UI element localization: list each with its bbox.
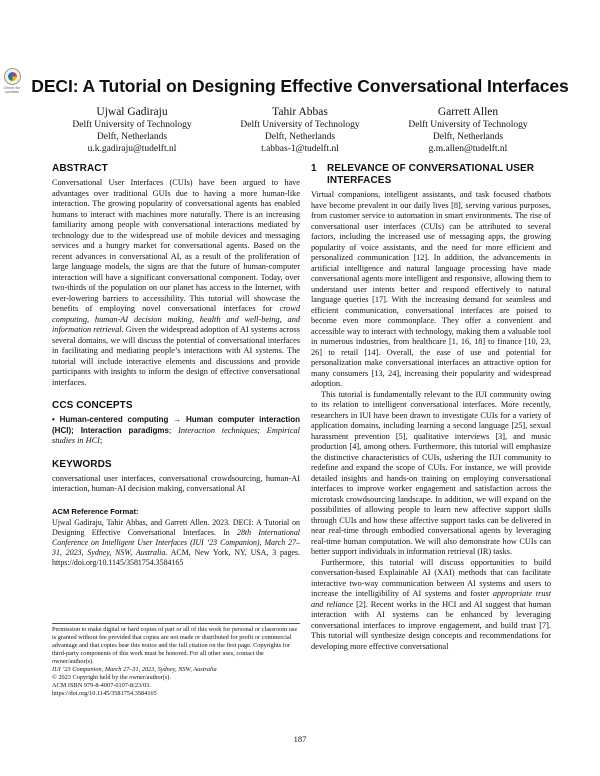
author-email[interactable]: t.abbas-1@tudelft.nl bbox=[261, 144, 339, 154]
section-1-paragraph-3 bbox=[311, 558, 551, 653]
author-name: Garrett Allen bbox=[437, 106, 499, 118]
author-affiliation: Delft University of Technology bbox=[408, 120, 528, 130]
author-email[interactable]: g.m.allen@tudelft.nl bbox=[428, 144, 508, 154]
section-number: 1 bbox=[311, 163, 317, 174]
ccs-primary: • Human-centered computing → Human computer interaction (HCI); Interaction paradigms bbox=[52, 415, 300, 435]
ccs-separator: ; bbox=[169, 425, 179, 435]
keywords-heading: KEYWORDS bbox=[52, 458, 112, 470]
author-1 bbox=[52, 105, 212, 155]
footnote-venue: IUI ’23 Companion, March 27–31, 2023, Sydney, NSW, Australia bbox=[52, 666, 217, 673]
acm-reference-heading: ACM Reference Format: bbox=[52, 506, 139, 516]
paper-title: DECI: A Tutorial on Designing Effective Conversational Interfaces bbox=[31, 76, 569, 96]
paragraph-part: Furthermore, this tutorial will discuss opportunities to build conversation-based Explainable AI (XAI) methods that can facilitate interactive two-way communication between AI systems and users to increase the intelligibility of AI systems and foster bbox=[311, 557, 551, 598]
ccs-heading: CCS CONCEPTS bbox=[52, 400, 133, 411]
paragraph-part: [2]. Recent works in the HCI and AI suggest that human interaction with AI systems can be enhanced by leveraging conversational interfaces to improve engagement, and build trust [7]. This tutorial will synthesize design concepts and recommendations for developing more effective conversational bbox=[311, 599, 551, 651]
footnote-divider bbox=[52, 623, 300, 624]
acm-reference-text bbox=[52, 518, 300, 568]
section-1-paragraph-1: Virtual companions, intelligent assistants, and task focused chatbots have become prevalent in our daily lives [8], serving various purposes, from customer service to automation in smart environments. The rise of conversational user interfaces (CUIs) can be attributed to several factors, including the increased use of messaging apps, the growing popularity of voice assistants, and the need for more efficient and personalized communication [12]. In addition, the advancements in artificial intelligence and natural language processing have made conversational agents more intelligent and responsive, allowing them to understand user intents better and respond effectively to natural language queries [17]. With the increasing demand for seamless and efficient communication, conversational interfaces are poised to become even more commonplace. They offer a convenient and accessible way to interact with technology, making them a valuable tool in numerous industries, from healthcare [1, 16, 18] to finance [10, 23, 26] to retail [14]. Overall, the ease of use and potential for personalization make conversational interfaces an attractive option for many consumers [13, 24], increasing their popularity and widespread adoption. bbox=[311, 190, 551, 388]
ccs-concepts bbox=[52, 415, 300, 447]
left-column bbox=[52, 163, 300, 568]
acm-reference-venue: 28th International Conference on Intelligent User Interfaces (IUI ’23 Companion), March 27–31, 2023, Sydney, NSW, Australia. bbox=[52, 528, 300, 557]
acm-reference-part: ACM, New York, NY, USA, 3 pages. https://doi.org/10.1145/3581754.3584165 bbox=[52, 548, 300, 567]
abstract-text-part: . Given the widespread adoption of AI systems across several domains, we will discuss the potential of conversational interfaces in facilitating and mediating people’s interactions with AI systems. The tutorial will include interactive elements and discussions and provide participants with insights to inform the design of effective conversational interfaces. bbox=[52, 325, 300, 387]
section-1-heading bbox=[311, 163, 551, 187]
author-2 bbox=[220, 105, 380, 155]
right-column bbox=[311, 163, 551, 652]
author-email[interactable]: u.k.gadiraju@tudelft.nl bbox=[87, 144, 177, 154]
author-3 bbox=[388, 105, 548, 155]
abstract-heading: ABSTRACT bbox=[52, 163, 108, 174]
author-affiliation: Delft University of Technology bbox=[72, 120, 192, 130]
footnote-isbn: ACM ISBN 979-8-4007-0107-8/23/03. bbox=[52, 682, 151, 689]
author-name: Ujwal Gadiraju bbox=[96, 106, 168, 118]
section-1-paragraph-2: This tutorial is fundamentally relevant to the IUI community owing to its relation to intelligent conversational interfaces. More recently, researchers in IUI have been drawn to investigate CUIs for a variety of application domains, including learning a second language [25], sexual harassment prevention [5], qualitative interviews [3], and music production [4], among others. Furthermore, this tutorial will emphasize the distinctive characteristics of CUIs, ushering the IUI community to redefine and expand the scope of CUIs. For instance, we will provide detailed insights and hands-on training on employing conversational interfaces to improve worker engagement and satisfaction across the microtask crowdsourcing landscape. In addition, we will expand on the possibilities of allowing people to learn new affective support skills through CUIs and how these affective support tasks can be delivered in near real-time through embodied conversational agents by leveraging real-time human computation. We will also demonstrate how CUIs can better support individuals in information retrieval (IR) tasks. bbox=[311, 389, 551, 556]
author-location: Delft, Netherlands bbox=[432, 132, 504, 142]
ccs-secondary: Interaction techniques; Empirical studies in HCI bbox=[52, 425, 300, 445]
abstract-text bbox=[52, 178, 300, 388]
abstract-text-emphasis: crowd computing, human-AI decision making, health and well-being, and information retrieval bbox=[52, 304, 300, 334]
footnote-copyright: © 2023 Copyright held by the owner/author(s). bbox=[52, 674, 171, 681]
badge-label: Check for updates bbox=[3, 86, 21, 94]
section-title: RELEVANCE OF CONVERSATIONAL USER INTERFACES bbox=[327, 163, 535, 186]
paragraph-emphasis: appropriate trust and reliance bbox=[311, 589, 551, 609]
permission-footnote bbox=[52, 623, 300, 698]
author-name: Tahir Abbas bbox=[272, 106, 328, 118]
author-affiliation: Delft University of Technology bbox=[240, 120, 360, 130]
keywords-text: conversational user interfaces, conversational crowdsourcing, human-AI interaction, human-AI decision making, conversational AI bbox=[52, 473, 300, 493]
permission-text: Permission to make digital or hard copies of part or all of this work for personal or classroom use is granted without fee provided that copies are not made or distributed for profit or commercial advantage and that copies bear this notice and the full citation on the first page. Copyrights for third-party components of this work must be honored. For all other uses, contact the owner/author(s). bbox=[52, 626, 298, 665]
author-location: Delft, Netherlands bbox=[96, 132, 168, 142]
abstract-text-part: Conversational User Interfaces (CUIs) have been argued to have advantages over traditional GUIs due to having a more human-like interaction. The growing popularity of conversational agents has enabled humans to interact with machines more naturally. There is an increasing familiarity among people with conversational interactions mediated by technology due to the widespread use of mobile devices and messaging services and a hungry market for conversational agents. Based on the recent advances in conversational AI, as a result of the proliferation of large language models, the signs are that the future of human-computer interaction will have a significant conversational component. Today, over two-thirds of the population on our planet has access to the Internet, with ever-lowering barriers to accessibility. This tutorial will showcase the benefits of employing novel conversational interfaces for bbox=[52, 178, 300, 313]
page-number: 187 bbox=[293, 734, 307, 744]
author-location: Delft, Netherlands bbox=[264, 132, 336, 142]
footnote-doi[interactable]: https://doi.org/10.1145/3581754.3584165 bbox=[52, 690, 157, 697]
ccs-end: ; bbox=[99, 436, 103, 445]
acm-reference-part: Ujwal Gadiraju, Tahir Abbas, and Garrett Allen. 2023. DECI: A Tutorial on Designing Effective Conversational Interfaces. In bbox=[52, 518, 300, 537]
author-block bbox=[52, 105, 548, 155]
